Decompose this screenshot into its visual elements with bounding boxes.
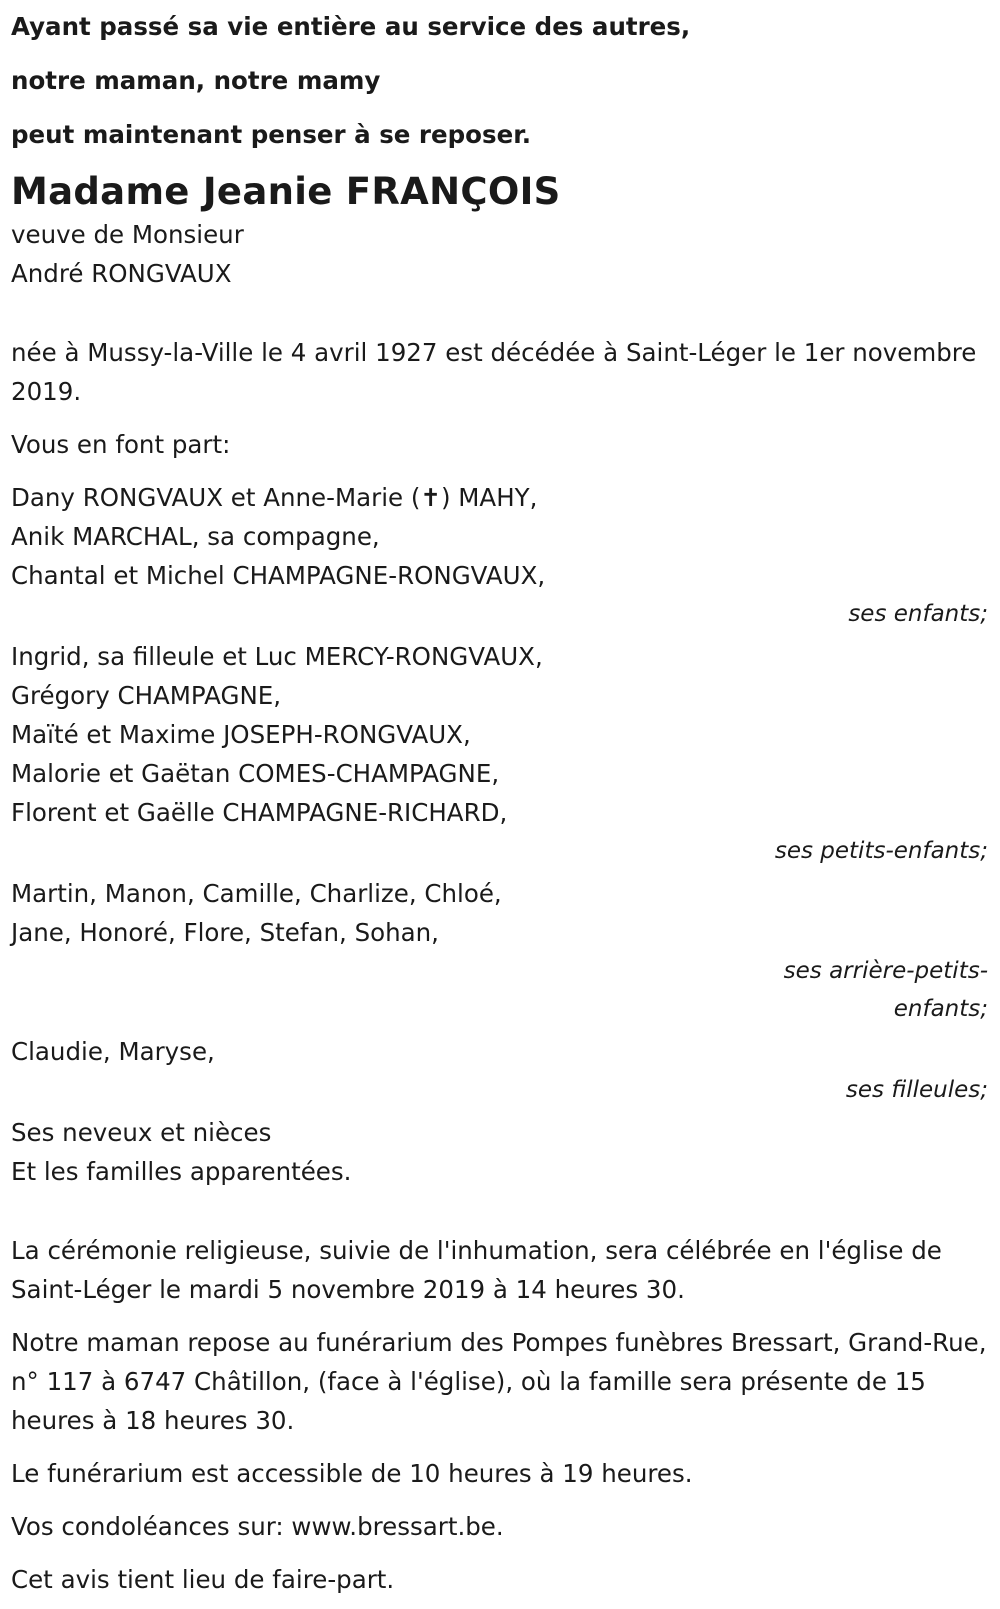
grandchild-name: Florent et Gaëlle CHAMPAGNE-RICHARD, bbox=[11, 798, 508, 827]
great-grandchildren-role bbox=[755, 952, 990, 1028]
goddaughters-role-label: ses filleules; bbox=[845, 1077, 988, 1103]
grandchild-name: Malorie et Gaëtan COMES-CHAMPAGNE, bbox=[11, 759, 500, 788]
children-name: Chantal et Michel CHAMPAGNE-RONGVAUX, bbox=[11, 561, 546, 590]
grandchild-name: Ingrid, sa filleule et Luc MERCY-RONGVAUX, bbox=[11, 642, 543, 671]
closing-note: Cet avis tient lieu de faire-part. bbox=[11, 1565, 395, 1594]
grandchild-name: Maïté et Maxime JOSEPH-RONGVAUX, bbox=[11, 720, 471, 749]
birth-death-statement: née à Mussy-la-Ville le 4 avril 1927 est décédée à Saint-Léger le 1er novembre 2019. bbox=[11, 338, 977, 406]
grandchildren-group bbox=[11, 637, 990, 870]
great-grandchild-names: Martin, Manon, Camille, Charlize, Chloé, bbox=[11, 879, 502, 908]
extended-family bbox=[11, 1113, 990, 1191]
grandchild-name: Grégory CHAMPAGNE, bbox=[11, 681, 282, 710]
ceremony-details: La cérémonie religieuse, suivie de l'inhumation, sera célébrée en l'église de Saint-Léger le mardi 5 novembre 2019 à 14 heures 30. bbox=[11, 1236, 942, 1304]
intro-line-1: Ayant passé sa vie entière au service des autres, bbox=[11, 12, 691, 41]
children-name: Dany RONGVAUX et Anne-Marie (✝) MAHY, bbox=[11, 483, 538, 512]
intro-quote bbox=[11, 0, 990, 155]
condolences-website: Vos condoléances sur: www.bressart.be. bbox=[11, 1512, 504, 1541]
announcement-heading: Vous en font part: bbox=[11, 430, 231, 459]
great-grandchildren-role-line-1: ses arrière-petits- bbox=[783, 958, 988, 984]
children-role-label: ses enfants; bbox=[848, 601, 988, 627]
great-grandchild-names: Jane, Honoré, Flore, Stefan, Sohan, bbox=[11, 918, 439, 947]
funeral-home-hours: Le funérarium est accessible de 10 heures à 19 heures. bbox=[11, 1459, 693, 1488]
widow-line-2: André RONGVAUX bbox=[11, 259, 232, 288]
grandchildren-role-label: ses petits-enfants; bbox=[774, 838, 988, 864]
intro-line-3: peut maintenant penser à se reposer. bbox=[11, 120, 532, 149]
deceased-name: Madame Jeanie FRANÇOIS bbox=[11, 170, 561, 213]
funeral-home-details: Notre maman repose au funérarium des Pompes funèbres Bressart, Grand-Rue, n° 117 à 6747 Châtillon, (face à l'église), où la famille sera présente de 15 heures à 18 heures 30. bbox=[11, 1328, 987, 1435]
related-families: Et les familles apparentées. bbox=[11, 1157, 352, 1186]
goddaughter-names: Claudie, Maryse, bbox=[11, 1037, 215, 1066]
children-group bbox=[11, 478, 990, 633]
nephews-nieces: Ses neveux et nièces bbox=[11, 1118, 272, 1147]
great-grandchildren-group bbox=[11, 874, 990, 1028]
goddaughters-group bbox=[11, 1032, 990, 1109]
children-name: Anik MARCHAL, sa compagne, bbox=[11, 522, 380, 551]
widow-line-1: veuve de Monsieur bbox=[11, 220, 244, 249]
intro-line-2: notre maman, notre mamy bbox=[11, 66, 381, 95]
great-grandchildren-role-line-2: enfants; bbox=[893, 996, 988, 1022]
